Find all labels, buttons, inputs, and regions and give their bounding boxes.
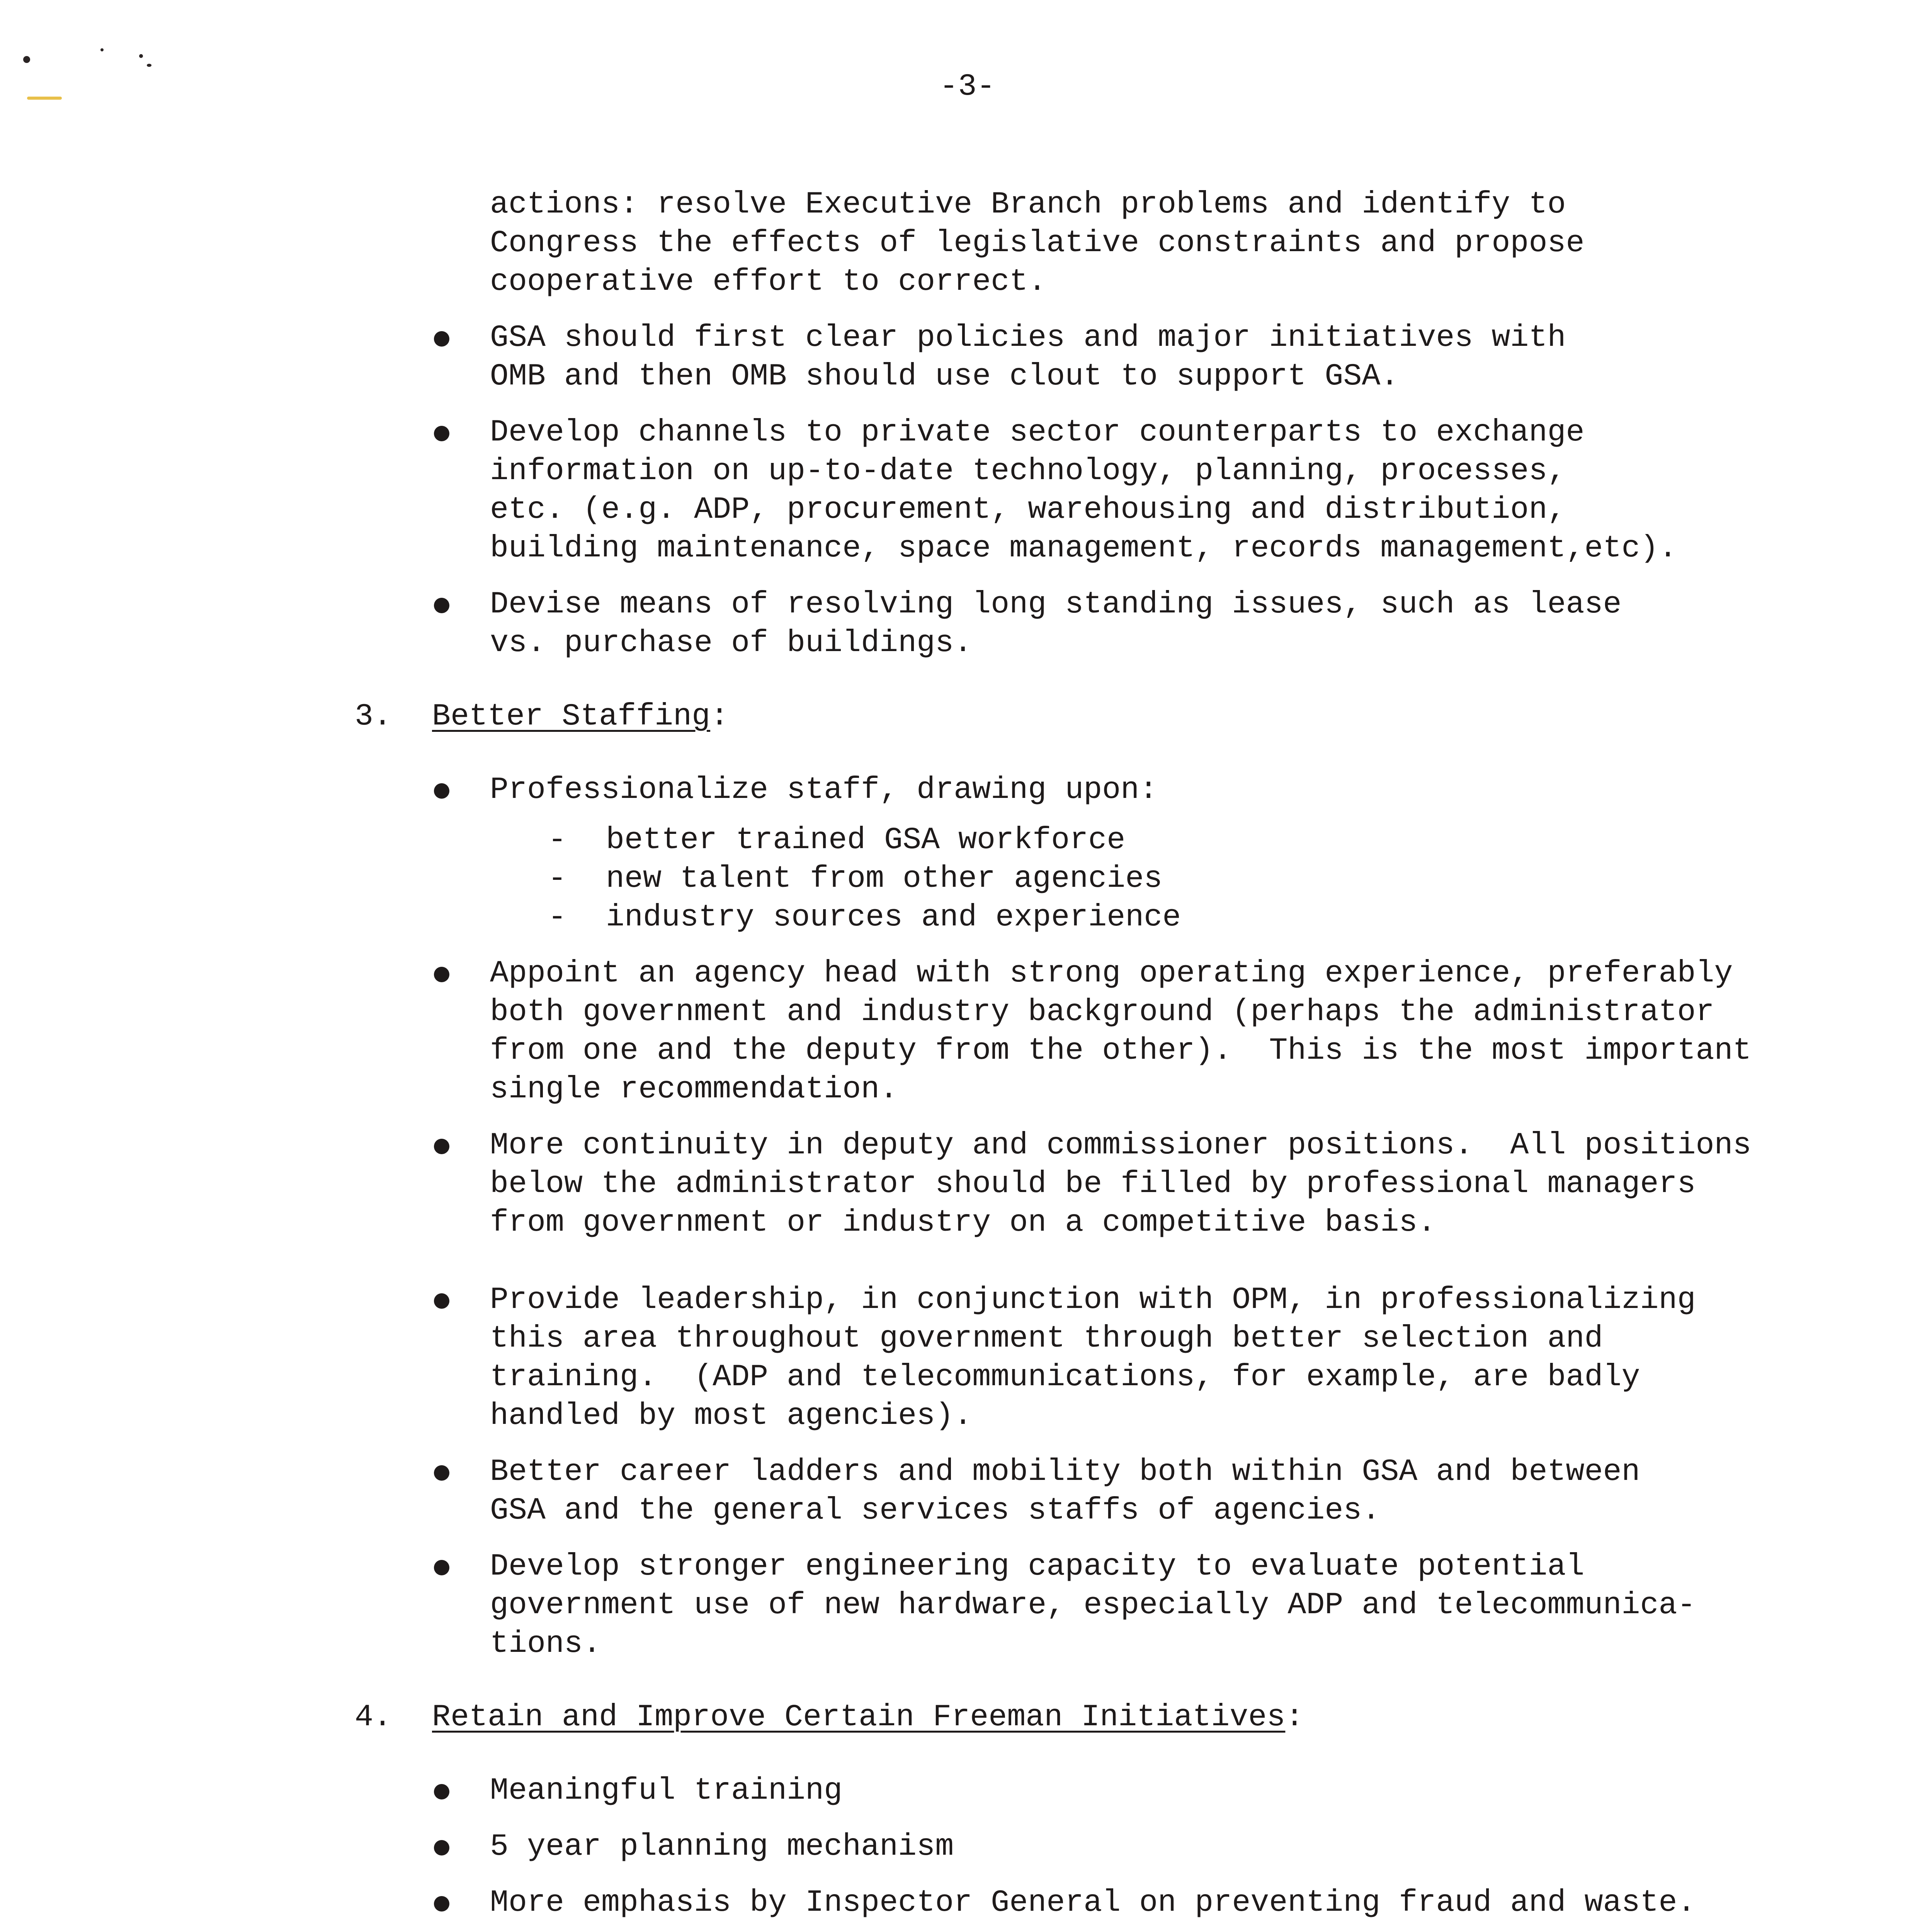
text-line: information on up-to-date technology, planning, processes, — [490, 454, 1566, 489]
text-line: GSA should first clear policies and major initiatives with — [490, 320, 1566, 355]
text-line: building maintenance, space management, records management,etc). — [490, 531, 1677, 566]
speck — [23, 56, 30, 63]
bullet-icon — [434, 967, 449, 982]
section-number: 3. — [355, 699, 392, 734]
bullet-icon — [434, 1840, 449, 1855]
text-line: etc. (e.g. ADP, procurement, warehousing and distribution, — [490, 492, 1566, 527]
bullet-item — [355, 585, 1862, 663]
text-line: Develop stronger engineering capacity to evaluate potential — [490, 1549, 1585, 1584]
bullet-icon — [434, 1139, 449, 1154]
section-colon: : — [710, 699, 729, 734]
text-line: from government or industry on a competitive basis. — [490, 1205, 1436, 1240]
text-line: handled by most agencies). — [490, 1398, 973, 1434]
bullet-item — [355, 1772, 1862, 1810]
speck — [100, 48, 104, 51]
text-line: Meaningful training — [490, 1773, 843, 1808]
text-line: OMB and then OMB should use clout to support GSA. — [490, 359, 1399, 394]
bullet-item — [355, 1548, 1862, 1663]
text-line: Congress the effects of legislative constraints and propose — [490, 226, 1585, 261]
text-line: Provide leadership, in conjunction with OPM, in professionalizing — [490, 1282, 1696, 1318]
dash-icon: - — [548, 823, 567, 858]
text-line: More continuity in deputy and commissioner positions. All positions — [490, 1128, 1752, 1163]
sub-item-text: better trained GSA workforce — [606, 823, 1126, 858]
bullet-icon — [434, 1293, 449, 1309]
section-title: Retain and Improve Certain Freeman Initiatives — [432, 1700, 1286, 1735]
bullet-icon — [434, 598, 449, 613]
text-line: 5 year planning mechanism — [490, 1829, 954, 1864]
dash-icon: - — [548, 861, 567, 896]
bullet-icon — [434, 1465, 449, 1481]
sub-list-item — [548, 860, 1862, 898]
text-line: below the administrator should be filled by professional managers — [490, 1167, 1696, 1202]
section-number: 4. — [355, 1700, 392, 1735]
section-colon: : — [1285, 1700, 1304, 1735]
document-body — [355, 185, 1862, 1932]
text-line: vs. purchase of buildings. — [490, 626, 973, 661]
text-line: training. (ADP and telecommunications, for example, are badly — [490, 1360, 1640, 1395]
speck — [147, 64, 151, 67]
bullet-item — [355, 954, 1862, 1109]
bullet-icon — [434, 1896, 449, 1912]
sub-item-text: industry sources and experience — [606, 900, 1181, 935]
sub-list — [355, 821, 1862, 937]
text-line: Devise means of resolving long standing issues, such as lease — [490, 587, 1622, 622]
bullet-item — [355, 1453, 1862, 1530]
text-line: Appoint an agency head with strong operating experience, preferably — [490, 956, 1733, 991]
text-line: cooperative effort to correct. — [490, 264, 1047, 299]
speck — [139, 54, 143, 58]
bullet-item — [355, 1828, 1862, 1866]
text-line: this area throughout government through better selection and — [490, 1321, 1603, 1356]
bullet-item — [355, 1126, 1862, 1242]
text-line: Develop channels to private sector counterparts to exchange — [490, 415, 1585, 450]
section-title: Better Staffing — [432, 699, 711, 734]
text-line: Better career ladders and mobility both within GSA and between — [490, 1454, 1640, 1490]
continuation-paragraph — [355, 185, 1862, 301]
sub-item-text: new talent from other agencies — [606, 861, 1163, 896]
bullet-icon — [434, 783, 449, 799]
text-line: More emphasis by Inspector General on preventing fraud and waste. — [490, 1885, 1696, 1920]
section-heading-3 — [355, 697, 1862, 736]
bullet-item — [355, 319, 1862, 396]
text-line: government use of new hardware, especially ADP and telecommunica- — [490, 1588, 1696, 1623]
text-line: tions. — [490, 1626, 602, 1662]
bullet-item — [355, 1884, 1862, 1922]
sub-list-item — [548, 821, 1862, 860]
text-line: actions: resolve Executive Branch problems and identify to — [490, 187, 1566, 222]
page-number: -3- — [939, 69, 995, 104]
text-line: single recommendation. — [490, 1072, 898, 1107]
text-line: GSA and the general services staffs of agencies. — [490, 1493, 1381, 1528]
text-line: from one and the deputy from the other). This is the most important — [490, 1033, 1752, 1068]
bullet-icon — [434, 1784, 449, 1799]
bullet-icon — [434, 426, 449, 441]
bullet-icon — [434, 331, 449, 347]
sub-list-item — [548, 898, 1862, 937]
bullet-item — [355, 771, 1862, 810]
text-line: both government and industry background (perhaps the administrator — [490, 995, 1714, 1030]
bullet-icon — [434, 1560, 449, 1575]
dash-icon: - — [548, 900, 567, 935]
bullet-item — [355, 1281, 1862, 1435]
section-heading-4 — [355, 1698, 1862, 1737]
text-line: Professionalize staff, drawing upon: — [490, 772, 1158, 808]
bullet-item — [355, 413, 1862, 568]
